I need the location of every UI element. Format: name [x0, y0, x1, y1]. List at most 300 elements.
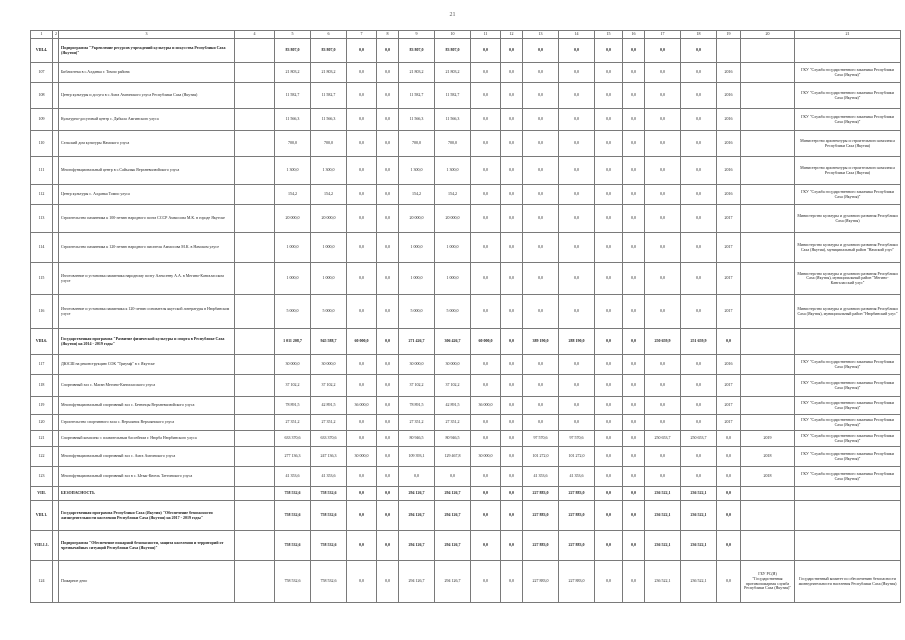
table-cell: 5 000,0: [275, 295, 311, 329]
table-cell: 236 522,1: [645, 561, 681, 603]
table-cell: 0,0: [347, 487, 377, 501]
table-row: [31, 561, 901, 603]
table-cell: [235, 39, 275, 63]
table-cell: 0,0: [377, 295, 399, 329]
table-cell: 633 370,6: [275, 431, 311, 447]
table-cell: 0,0: [523, 263, 559, 295]
table-cell: 83 807,0: [399, 39, 435, 63]
table-cell: Министерство архитектуры и строительного комплекса Республики Саха (Якутия): [795, 131, 901, 157]
row-number-cell: 108: [31, 83, 53, 109]
table-cell: 0,0: [377, 39, 399, 63]
table-cell: 2019: [741, 431, 795, 447]
table-cell: 0,0: [523, 131, 559, 157]
table-cell: 0,0: [377, 329, 399, 355]
table-cell: [741, 185, 795, 205]
table-cell: 154,2: [399, 185, 435, 205]
table-cell: 0,0: [471, 205, 501, 233]
table-cell: 0,0: [623, 185, 645, 205]
table-cell: 0,0: [595, 447, 623, 467]
table-cell: Министерство архитектуры и строительного комплекса Республики Саха (Якутия): [795, 157, 901, 185]
table-cell: ГБУ РС(Я) "Государственная противопожарная служба Республики Саха (Якутия)": [741, 561, 795, 603]
column-header: 17: [645, 31, 681, 39]
table-cell: 42 891,5: [311, 397, 347, 415]
table-cell: 101 272,0: [523, 447, 559, 467]
table-cell: 0,0: [595, 487, 623, 501]
table-cell: 227 883,0: [523, 501, 559, 531]
table-row: [31, 131, 901, 157]
table-cell: 37 102,2: [311, 375, 347, 397]
object-name-cell: Пожарное депо: [59, 561, 235, 603]
table-cell: 0,0: [523, 83, 559, 109]
table-cell: 0,0: [645, 205, 681, 233]
table-cell: 0,0: [595, 233, 623, 263]
table-cell: 0,0: [623, 447, 645, 467]
object-name-cell: Многофункциональный центр в с.Сайылык Верхневилюйского улуса: [59, 157, 235, 185]
row-number-cell: VIII.1.: [31, 501, 53, 531]
table-cell: 250 659,9: [645, 329, 681, 355]
table-cell: 0,0: [471, 501, 501, 531]
table-cell: 0,0: [681, 157, 717, 185]
column-header: 21: [795, 31, 901, 39]
row-number-cell: 116: [31, 295, 53, 329]
table-cell: 0,0: [681, 295, 717, 329]
table-cell: 0,0: [347, 233, 377, 263]
table-cell: 294 126,7: [399, 501, 435, 531]
table-cell: 0,0: [523, 39, 559, 63]
table-cell: 5 000,0: [435, 295, 471, 329]
row-number-cell: 120: [31, 415, 53, 431]
table-cell: 0,0: [595, 431, 623, 447]
table-cell: 1 000,0: [275, 233, 311, 263]
table-cell: 80 946,5: [399, 431, 435, 447]
table-cell: 0,0: [595, 185, 623, 205]
table-cell: 36 000,0: [347, 397, 377, 415]
table-cell: 0,0: [681, 397, 717, 415]
table-row: [31, 205, 901, 233]
table-cell: 0,0: [377, 63, 399, 83]
table-row: [31, 329, 901, 355]
table-cell: 11 582,7: [275, 83, 311, 109]
object-name-cell: Многофункциональный спортивный зал с. Амга Амгинского улуса: [59, 447, 235, 467]
table-cell: 0,0: [559, 131, 595, 157]
table-cell: 21 803,2: [399, 63, 435, 83]
table-cell: 306 426,7: [435, 329, 471, 355]
table-cell: [235, 233, 275, 263]
table-cell: 700,0: [399, 131, 435, 157]
table-cell: 41 353,6: [523, 467, 559, 487]
table-cell: 0,0: [595, 375, 623, 397]
table-cell: 154,2: [435, 185, 471, 205]
table-cell: 0,0: [645, 83, 681, 109]
table-cell: 227 883,0: [523, 561, 559, 603]
table-cell: 11 582,7: [399, 83, 435, 109]
table-cell: 0,0: [523, 233, 559, 263]
table-cell: 0,0: [623, 467, 645, 487]
table-cell: [741, 397, 795, 415]
table-cell: 97 570,6: [559, 431, 595, 447]
table-cell: 0,0: [559, 63, 595, 83]
table-cell: 21 803,2: [311, 63, 347, 83]
table-cell: 0,0: [501, 467, 523, 487]
table-cell: 945 588,7: [311, 329, 347, 355]
table-cell: 0,0: [595, 501, 623, 531]
column-header: 15: [595, 31, 623, 39]
table-cell: ГКУ "Служба государственного заказчика Республики Саха (Якутия)": [795, 375, 901, 397]
table-cell: [235, 329, 275, 355]
table-cell: [795, 531, 901, 561]
table-cell: 30 000,0: [347, 447, 377, 467]
object-name-cell: Государственная программа "Развитие физической культуры и спорта в Республике Саха (Якутия) на 2014 - 2019 годы": [59, 329, 235, 355]
table-cell: 0,0: [523, 109, 559, 131]
table-cell: [235, 501, 275, 531]
table-cell: 37 102,2: [435, 375, 471, 397]
table-cell: 236 522,1: [681, 501, 717, 531]
table-cell: 109 393,1: [399, 447, 435, 467]
table-cell: 154,2: [275, 185, 311, 205]
table-cell: ГКУ "Служба государственного заказчика Республики Саха (Якутия)": [795, 415, 901, 431]
table-cell: [235, 157, 275, 185]
table-cell: 0,0: [623, 63, 645, 83]
table-cell: [741, 233, 795, 263]
table-cell: 0,0: [523, 205, 559, 233]
table-cell: 0,0: [623, 263, 645, 295]
table-cell: 1 000,0: [435, 263, 471, 295]
table-cell: Министерство культуры и духовного развития Республики Саха (Якутия), муниципальный район "Нюрбинский улус": [795, 295, 901, 329]
table-cell: Государственный комитет по обеспечению безопасности жизнедеятельности населения Республики Саха (Якутия): [795, 561, 901, 603]
table-cell: 97 570,6: [523, 431, 559, 447]
table-cell: 2017: [717, 263, 741, 295]
table-cell: 2016: [717, 185, 741, 205]
table-cell: 2017: [717, 397, 741, 415]
table-cell: [795, 487, 901, 501]
table-cell: 0,0: [377, 467, 399, 487]
table-cell: [235, 185, 275, 205]
table-cell: [235, 561, 275, 603]
table-cell: 0,0: [501, 397, 523, 415]
table-cell: 758 532,6: [275, 487, 311, 501]
table-cell: 2018: [741, 447, 795, 467]
table-cell: 0,0: [501, 355, 523, 375]
table-cell: 0,0: [559, 83, 595, 109]
table-cell: 250 653,7: [681, 431, 717, 447]
table-cell: ГКУ "Служба государственного заказчика Республики Саха (Якутия)": [795, 109, 901, 131]
table-cell: [235, 375, 275, 397]
table-cell: [741, 501, 795, 531]
table-cell: 0,0: [645, 233, 681, 263]
row-number-cell: 113: [31, 205, 53, 233]
table-cell: 758 532,6: [311, 531, 347, 561]
row-number-cell: 109: [31, 109, 53, 131]
table-cell: [741, 355, 795, 375]
table-cell: 0,0: [501, 185, 523, 205]
table-cell: 0,0: [347, 83, 377, 109]
table-cell: 0,0: [471, 157, 501, 185]
row-number-cell: 122: [31, 447, 53, 467]
table-cell: 0,0: [523, 375, 559, 397]
table-cell: 0,0: [681, 39, 717, 63]
table-cell: 20 000,0: [399, 205, 435, 233]
table-cell: 0,0: [717, 561, 741, 603]
table-cell: 0,0: [377, 157, 399, 185]
table-cell: [235, 63, 275, 83]
table-cell: 0,0: [595, 561, 623, 603]
table-cell: 0,0: [623, 109, 645, 131]
column-header: 11: [471, 31, 501, 39]
table-cell: 1 000,0: [311, 233, 347, 263]
table-cell: 0,0: [559, 185, 595, 205]
table-cell: 0,0: [623, 131, 645, 157]
table-cell: 0,0: [347, 501, 377, 531]
table-cell: 1 000,0: [275, 263, 311, 295]
table-cell: 0,0: [681, 375, 717, 397]
table-cell: 0,0: [595, 397, 623, 415]
table-cell: 758 532,6: [275, 501, 311, 531]
table-cell: 2018: [741, 467, 795, 487]
object-name-cell: Изготовление и установка памятника народному поэту Алексееву А.А. в Мегино-Кангаласском улусе: [59, 263, 235, 295]
table-cell: 0,0: [559, 397, 595, 415]
table-cell: 0,0: [623, 39, 645, 63]
table-cell: 0,0: [435, 467, 471, 487]
table-cell: 42 891,5: [435, 397, 471, 415]
table-cell: 11 566,3: [275, 109, 311, 131]
table-cell: 0,0: [501, 295, 523, 329]
table-cell: 0,0: [717, 431, 741, 447]
table-cell: 0,0: [559, 415, 595, 431]
table-cell: 0,0: [623, 355, 645, 375]
table-row: [31, 375, 901, 397]
table-cell: ГКУ "Служба государственного заказчика Республики Саха (Якутия)": [795, 63, 901, 83]
table-cell: 294 126,7: [435, 501, 471, 531]
table-cell: 2017: [717, 205, 741, 233]
table-cell: 2017: [717, 295, 741, 329]
column-header: 20: [741, 31, 795, 39]
table-cell: Министерство культуры и духовного развития Республики Саха (Якутия), муниципальный район "Намский улус": [795, 233, 901, 263]
row-number-cell: 118: [31, 375, 53, 397]
table-cell: 11 582,7: [311, 83, 347, 109]
table-cell: 0,0: [501, 447, 523, 467]
object-name-cell: Многофункциональный спортивный зал в с. Ытык-Кюель Таттинского улуса: [59, 467, 235, 487]
table-cell: 0,0: [501, 375, 523, 397]
table-cell: [235, 295, 275, 329]
table-row: [31, 487, 901, 501]
table-cell: 1 000,0: [399, 233, 435, 263]
object-name-cell: Подпрограмма "Обеспечение пожарной безопасности, защита населения и территорий от чрезвычайных ситуаций Республики Саха (Якутия)": [59, 531, 235, 561]
table-cell: 0,0: [681, 447, 717, 467]
column-header: 8: [377, 31, 399, 39]
object-name-cell: БЕЗОПАСНОСТЬ: [59, 487, 235, 501]
table-row: [31, 109, 901, 131]
table-cell: 0,0: [377, 355, 399, 375]
table-cell: [741, 63, 795, 83]
table-cell: 0,0: [377, 431, 399, 447]
table-cell: 0,0: [501, 561, 523, 603]
table-cell: 0,0: [523, 397, 559, 415]
table-cell: 1 300,0: [311, 157, 347, 185]
table-cell: 0,0: [377, 561, 399, 603]
table-cell: 0,0: [347, 131, 377, 157]
table-cell: 0,0: [645, 447, 681, 467]
table-cell: 0,0: [471, 467, 501, 487]
table-cell: 294 126,7: [435, 561, 471, 603]
table-cell: [235, 109, 275, 131]
table-cell: 60 000,0: [347, 329, 377, 355]
table-cell: [741, 329, 795, 355]
table-cell: 30 000,0: [275, 355, 311, 375]
table-cell: 0,0: [471, 109, 501, 131]
table-cell: 0,0: [717, 329, 741, 355]
table-cell: 0,0: [377, 501, 399, 531]
table-cell: 2017: [717, 375, 741, 397]
table-cell: Министерство культуры и духовного развития Республики Саха (Якутия), муниципальный район "Мегино-Кангаласский улус": [795, 263, 901, 295]
table-cell: 0,0: [717, 447, 741, 467]
table-cell: 0,0: [347, 295, 377, 329]
table-cell: [717, 39, 741, 63]
table-cell: 0,0: [501, 39, 523, 63]
column-header: 5: [275, 31, 311, 39]
table-cell: 0,0: [523, 157, 559, 185]
table-cell: 0,0: [595, 83, 623, 109]
table-cell: [741, 109, 795, 131]
table-cell: 0,0: [377, 263, 399, 295]
table-cell: 0,0: [645, 157, 681, 185]
table-cell: 0,0: [681, 355, 717, 375]
object-name-cell: Библиотека в с.Алданка г. Томпо района: [59, 63, 235, 83]
table-cell: 0,0: [681, 233, 717, 263]
table-cell: 0,0: [559, 39, 595, 63]
table-cell: 0,0: [347, 185, 377, 205]
table-cell: 0,0: [377, 185, 399, 205]
table-cell: 0,0: [623, 561, 645, 603]
table-cell: 27 351,2: [275, 415, 311, 431]
table-cell: [235, 83, 275, 109]
table-cell: ГКУ "Служба государственного заказчика Республики Саха (Якутия)": [795, 185, 901, 205]
table-cell: 277 136,3: [275, 447, 311, 467]
table-cell: 294 126,7: [435, 487, 471, 501]
table-cell: 0,0: [595, 109, 623, 131]
table-cell: 0,0: [645, 131, 681, 157]
table-cell: 30 000,0: [311, 355, 347, 375]
table-cell: 0,0: [559, 355, 595, 375]
table-cell: 0,0: [523, 63, 559, 83]
table-row: [31, 83, 901, 109]
table-cell: 83 807,0: [275, 39, 311, 63]
table-row: [31, 39, 901, 63]
table-cell: 78 891,5: [275, 397, 311, 415]
table-cell: 0,0: [377, 531, 399, 561]
table-cell: 0,0: [623, 531, 645, 561]
table-cell: 700,0: [435, 131, 471, 157]
column-header: 3: [59, 31, 235, 39]
table-cell: 0,0: [471, 561, 501, 603]
object-name-cell: Спортивный зал с. Маган Мегино-Кангаласского улуса: [59, 375, 235, 397]
table-cell: 0,0: [681, 109, 717, 131]
table-cell: 0,0: [501, 63, 523, 83]
table-cell: 0,0: [501, 131, 523, 157]
table-cell: 0,0: [471, 375, 501, 397]
table-cell: 1 300,0: [435, 157, 471, 185]
table-cell: 0,0: [347, 561, 377, 603]
table-cell: 294 126,7: [399, 561, 435, 603]
table-cell: 758 532,6: [275, 561, 311, 603]
table-cell: [741, 375, 795, 397]
table-cell: 271 426,7: [399, 329, 435, 355]
table-cell: 27 351,2: [435, 415, 471, 431]
table-cell: 0,0: [347, 415, 377, 431]
table-cell: [741, 157, 795, 185]
table-row: [31, 157, 901, 185]
table-cell: 2016: [717, 157, 741, 185]
row-number-cell: 121: [31, 431, 53, 447]
table-cell: 0,0: [717, 467, 741, 487]
table-cell: 0,0: [595, 39, 623, 63]
table-cell: 0,0: [501, 431, 523, 447]
table-cell: 0,0: [559, 263, 595, 295]
object-name-cell: Сельский дом культуры Намского улуса: [59, 131, 235, 157]
table-cell: [235, 487, 275, 501]
table-cell: 288 190,0: [559, 329, 595, 355]
table-cell: 0,0: [471, 415, 501, 431]
column-header: 9: [399, 31, 435, 39]
table-cell: 0,0: [595, 295, 623, 329]
table-cell: 0,0: [645, 467, 681, 487]
table-cell: 37 102,2: [275, 375, 311, 397]
table-cell: 36 000,0: [471, 397, 501, 415]
table-cell: 0,0: [623, 83, 645, 109]
table-cell: 0,0: [645, 397, 681, 415]
row-number-cell: 124: [31, 561, 53, 603]
object-name-cell: Изготовление и установка памятника к 120-летию основателя якутской литературы в Нюрбинском улусе: [59, 295, 235, 329]
column-header: 1: [31, 31, 53, 39]
table-cell: 0,0: [645, 415, 681, 431]
table-cell: 0,0: [471, 39, 501, 63]
column-header: 7: [347, 31, 377, 39]
table-cell: [235, 415, 275, 431]
table-cell: 0,0: [523, 355, 559, 375]
table-cell: 0,0: [377, 131, 399, 157]
table-cell: 20 000,0: [275, 205, 311, 233]
table-cell: 0,0: [471, 63, 501, 83]
table-cell: 37 102,2: [399, 375, 435, 397]
row-number-cell: 110: [31, 131, 53, 157]
row-number-cell: 107: [31, 63, 53, 83]
table-cell: 0,0: [501, 487, 523, 501]
table-cell: 0,0: [595, 531, 623, 561]
table-cell: 0,0: [645, 63, 681, 83]
table-cell: 0,0: [645, 109, 681, 131]
object-name-cell: Подпрограмма "Укрепление ресурсов учреждений культуры и искусства Республики Саха (Якутия)": [59, 39, 235, 63]
column-header: 18: [681, 31, 717, 39]
table-cell: 0,0: [645, 375, 681, 397]
table-cell: 0,0: [623, 431, 645, 447]
table-cell: 154,2: [311, 185, 347, 205]
table-cell: ГКУ "Служба государственного заказчика Республики Саха (Якутия)": [795, 83, 901, 109]
table-cell: 250 653,7: [645, 431, 681, 447]
table-cell: [741, 263, 795, 295]
table-row: [31, 63, 901, 83]
table-cell: 0,0: [559, 295, 595, 329]
table-cell: 0,0: [347, 263, 377, 295]
table-cell: 0,0: [471, 131, 501, 157]
table-cell: 1 300,0: [275, 157, 311, 185]
table-cell: 0,0: [523, 415, 559, 431]
table-cell: 0,0: [595, 63, 623, 83]
table-cell: 0,0: [595, 157, 623, 185]
table-cell: 0,0: [623, 487, 645, 501]
table-cell: 0,0: [471, 355, 501, 375]
table-cell: 0,0: [501, 233, 523, 263]
table-cell: 0,0: [377, 447, 399, 467]
table-cell: 700,0: [275, 131, 311, 157]
